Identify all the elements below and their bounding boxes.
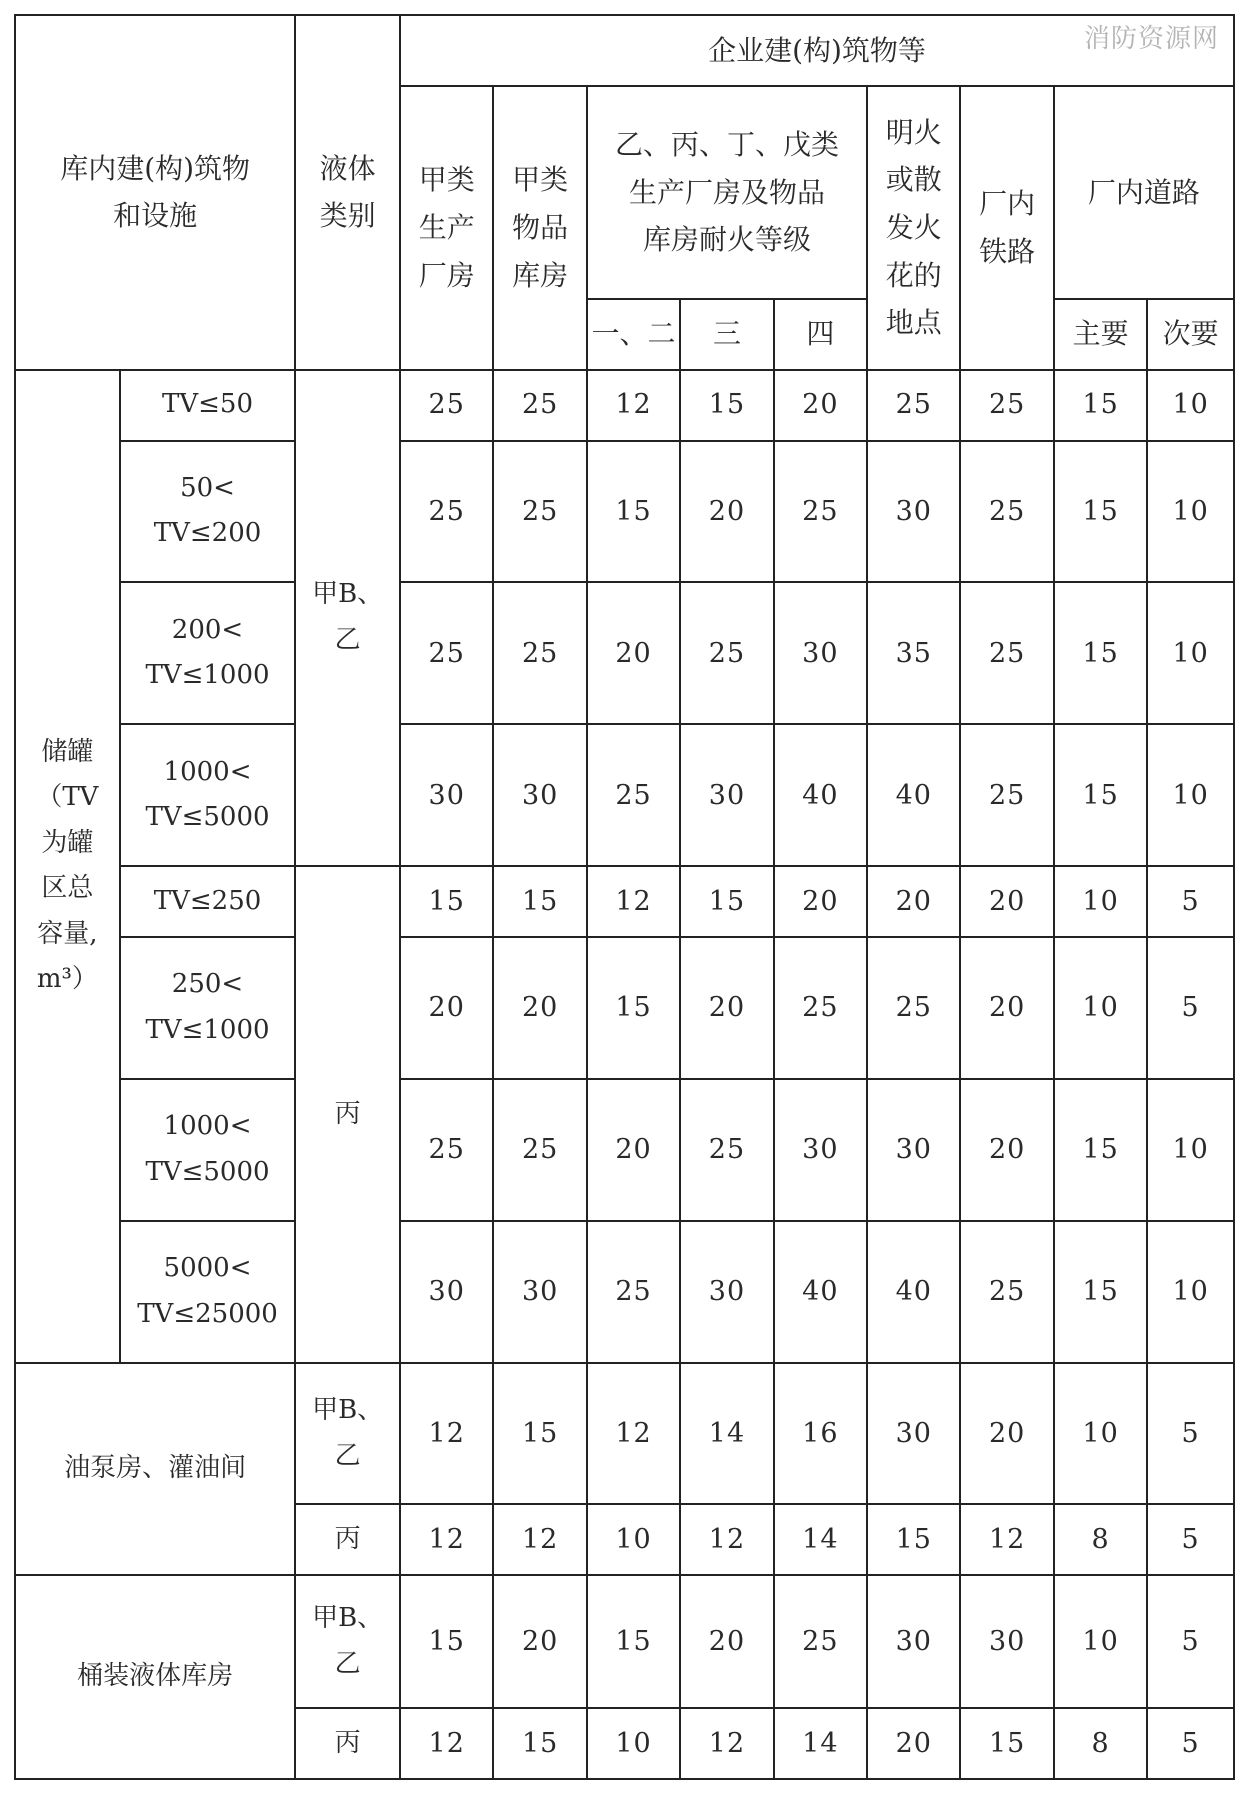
capacity-range-cell: TV≤50 [120, 370, 295, 441]
value-cell: 30 [867, 1079, 960, 1221]
value-cell: 20 [587, 582, 680, 724]
value-cell: 25 [400, 582, 493, 724]
value-cell: 25 [587, 1221, 680, 1363]
value-cell: 15 [1054, 441, 1147, 583]
value-cell: 15 [587, 937, 680, 1079]
value-cell: 40 [774, 1221, 867, 1363]
value-cell: 35 [867, 582, 960, 724]
value-cell: 25 [960, 724, 1053, 866]
row-label-header: 库内建(构)筑物 和设施 [15, 15, 295, 370]
value-cell: 40 [867, 724, 960, 866]
value-cell: 5 [1147, 866, 1234, 937]
value-cell: 20 [960, 1079, 1053, 1221]
value-cell: 20 [960, 1363, 1053, 1505]
value-cell: 20 [680, 937, 773, 1079]
value-cell: 20 [680, 1575, 773, 1708]
value-cell: 30 [774, 1079, 867, 1221]
capacity-range-cell: 200< TV≤1000 [120, 582, 295, 724]
tank-group-label: 储罐 （TV 为罐 区总 容量, m³） [15, 370, 120, 1363]
value-cell: 10 [587, 1708, 680, 1779]
value-cell: 30 [867, 441, 960, 583]
value-cell: 25 [400, 1079, 493, 1221]
grade-4-header: 四 [774, 299, 867, 370]
value-cell: 15 [1054, 724, 1147, 866]
value-cell: 15 [1054, 1079, 1147, 1221]
table-row [15, 1363, 1234, 1505]
col-jia-production-header: 甲类 生产 厂房 [400, 86, 493, 370]
group-title-header: 企业建(构)筑物等 [400, 15, 1234, 86]
value-cell: 14 [774, 1708, 867, 1779]
value-cell: 5 [1147, 937, 1234, 1079]
value-cell: 12 [493, 1504, 586, 1575]
value-cell: 25 [493, 1079, 586, 1221]
value-cell: 10 [587, 1504, 680, 1575]
value-cell: 5 [1147, 1504, 1234, 1575]
capacity-range-cell: 5000< TV≤25000 [120, 1221, 295, 1363]
value-cell: 15 [493, 1708, 586, 1779]
col-railway-header: 厂内 铁路 [960, 86, 1053, 370]
value-cell: 15 [400, 1575, 493, 1708]
barrel-label: 桶装液体库房 [15, 1575, 295, 1779]
value-cell: 20 [960, 866, 1053, 937]
value-cell: 15 [493, 866, 586, 937]
value-cell: 12 [400, 1363, 493, 1505]
value-cell: 30 [680, 1221, 773, 1363]
value-cell: 5 [1147, 1363, 1234, 1505]
liquid-class-cell: 丙 [295, 1708, 400, 1779]
value-cell: 20 [493, 937, 586, 1079]
table-row [15, 582, 1234, 724]
liquid-class-header: 液体 类别 [295, 15, 400, 370]
watermark: 消防资源网 [1083, 24, 1219, 54]
value-cell: 15 [680, 866, 773, 937]
value-cell: 8 [1054, 1708, 1147, 1779]
value-cell: 30 [867, 1575, 960, 1708]
value-cell: 25 [867, 937, 960, 1079]
value-cell: 25 [680, 1079, 773, 1221]
value-cell: 20 [774, 370, 867, 441]
value-cell: 15 [680, 370, 773, 441]
grade-1-2-header: 一、二 [587, 299, 680, 370]
capacity-range-cell: 50< TV≤200 [120, 441, 295, 583]
value-cell: 16 [774, 1363, 867, 1505]
value-cell: 12 [680, 1708, 773, 1779]
value-cell: 25 [867, 370, 960, 441]
capacity-range-cell: 1000< TV≤5000 [120, 1079, 295, 1221]
table-row [15, 937, 1234, 1079]
value-cell: 15 [587, 441, 680, 583]
value-cell: 5 [1147, 1708, 1234, 1779]
col-open-fire-header: 明火 或散 发火 花的 地点 [867, 86, 960, 370]
value-cell: 15 [493, 1363, 586, 1505]
value-cell: 20 [867, 866, 960, 937]
table-row [15, 441, 1234, 583]
value-cell: 25 [680, 582, 773, 724]
value-cell: 5 [1147, 1575, 1234, 1708]
value-cell: 14 [774, 1504, 867, 1575]
value-cell: 14 [680, 1363, 773, 1505]
value-cell: 30 [680, 724, 773, 866]
grade-3-header: 三 [680, 299, 773, 370]
value-cell: 30 [493, 1221, 586, 1363]
value-cell: 10 [1147, 370, 1234, 441]
value-cell: 12 [960, 1504, 1053, 1575]
value-cell: 12 [400, 1504, 493, 1575]
value-cell: 20 [960, 937, 1053, 1079]
value-cell: 25 [587, 724, 680, 866]
value-cell: 20 [400, 937, 493, 1079]
value-cell: 20 [680, 441, 773, 583]
value-cell: 25 [400, 370, 493, 441]
value-cell: 12 [587, 1363, 680, 1505]
value-cell: 25 [493, 582, 586, 724]
value-cell: 40 [867, 1221, 960, 1363]
value-cell: 30 [960, 1575, 1053, 1708]
value-cell: 20 [774, 866, 867, 937]
value-cell: 30 [774, 582, 867, 724]
value-cell: 30 [400, 724, 493, 866]
capacity-range-cell: TV≤250 [120, 866, 295, 937]
value-cell: 30 [400, 1221, 493, 1363]
value-cell: 20 [867, 1708, 960, 1779]
value-cell: 25 [960, 441, 1053, 583]
value-cell: 25 [400, 441, 493, 583]
table-row [15, 866, 1234, 937]
capacity-range-cell: 1000< TV≤5000 [120, 724, 295, 866]
value-cell: 25 [774, 1575, 867, 1708]
capacity-range-cell: 250< TV≤1000 [120, 937, 295, 1079]
value-cell: 12 [680, 1504, 773, 1575]
value-cell: 25 [774, 441, 867, 583]
value-cell: 12 [587, 866, 680, 937]
value-cell: 20 [587, 1079, 680, 1221]
liquid-class-cell: 甲B、 乙 [295, 1363, 400, 1505]
value-cell: 20 [493, 1575, 586, 1708]
table-row [15, 724, 1234, 866]
value-cell: 10 [1147, 582, 1234, 724]
col-road-header: 厂内道路 [1054, 86, 1234, 299]
value-cell: 25 [960, 582, 1053, 724]
value-cell: 25 [493, 370, 586, 441]
table-row [15, 1221, 1234, 1363]
table-row [15, 1575, 1234, 1708]
liquid-class-cell: 丙 [295, 1504, 400, 1575]
distance-table [14, 14, 1235, 1780]
value-cell: 15 [1054, 582, 1147, 724]
value-cell: 10 [1054, 1575, 1147, 1708]
road-minor-header: 次要 [1147, 299, 1234, 370]
value-cell: 8 [1054, 1504, 1147, 1575]
value-cell: 15 [1054, 370, 1147, 441]
pump-label: 油泵房、灌油间 [15, 1363, 295, 1576]
value-cell: 25 [960, 1221, 1053, 1363]
value-cell: 15 [400, 866, 493, 937]
value-cell: 25 [493, 441, 586, 583]
value-cell: 12 [400, 1708, 493, 1779]
value-cell: 10 [1147, 441, 1234, 583]
value-cell: 10 [1054, 937, 1147, 1079]
road-main-header: 主要 [1054, 299, 1147, 370]
value-cell: 12 [587, 370, 680, 441]
value-cell: 30 [867, 1363, 960, 1505]
value-cell: 15 [587, 1575, 680, 1708]
value-cell: 10 [1054, 1363, 1147, 1505]
liquid-class-cell: 丙 [295, 866, 400, 1363]
value-cell: 30 [493, 724, 586, 866]
value-cell: 10 [1147, 724, 1234, 866]
value-cell: 10 [1147, 1221, 1234, 1363]
value-cell: 25 [960, 370, 1053, 441]
value-cell: 10 [1147, 1079, 1234, 1221]
value-cell: 15 [1054, 1221, 1147, 1363]
table-row [15, 1079, 1234, 1221]
table-row [15, 370, 1234, 441]
value-cell: 10 [1054, 866, 1147, 937]
value-cell: 40 [774, 724, 867, 866]
value-cell: 25 [774, 937, 867, 1079]
value-cell: 15 [867, 1504, 960, 1575]
col-fire-grade-group-header: 乙、丙、丁、戊类 生产厂房及物品 库房耐火等级 [587, 86, 867, 299]
value-cell: 15 [960, 1708, 1053, 1779]
col-jia-storage-header: 甲类 物品 库房 [493, 86, 586, 370]
liquid-class-cell: 甲B、 乙 [295, 1575, 400, 1708]
liquid-class-cell: 甲B、 乙 [295, 370, 400, 866]
